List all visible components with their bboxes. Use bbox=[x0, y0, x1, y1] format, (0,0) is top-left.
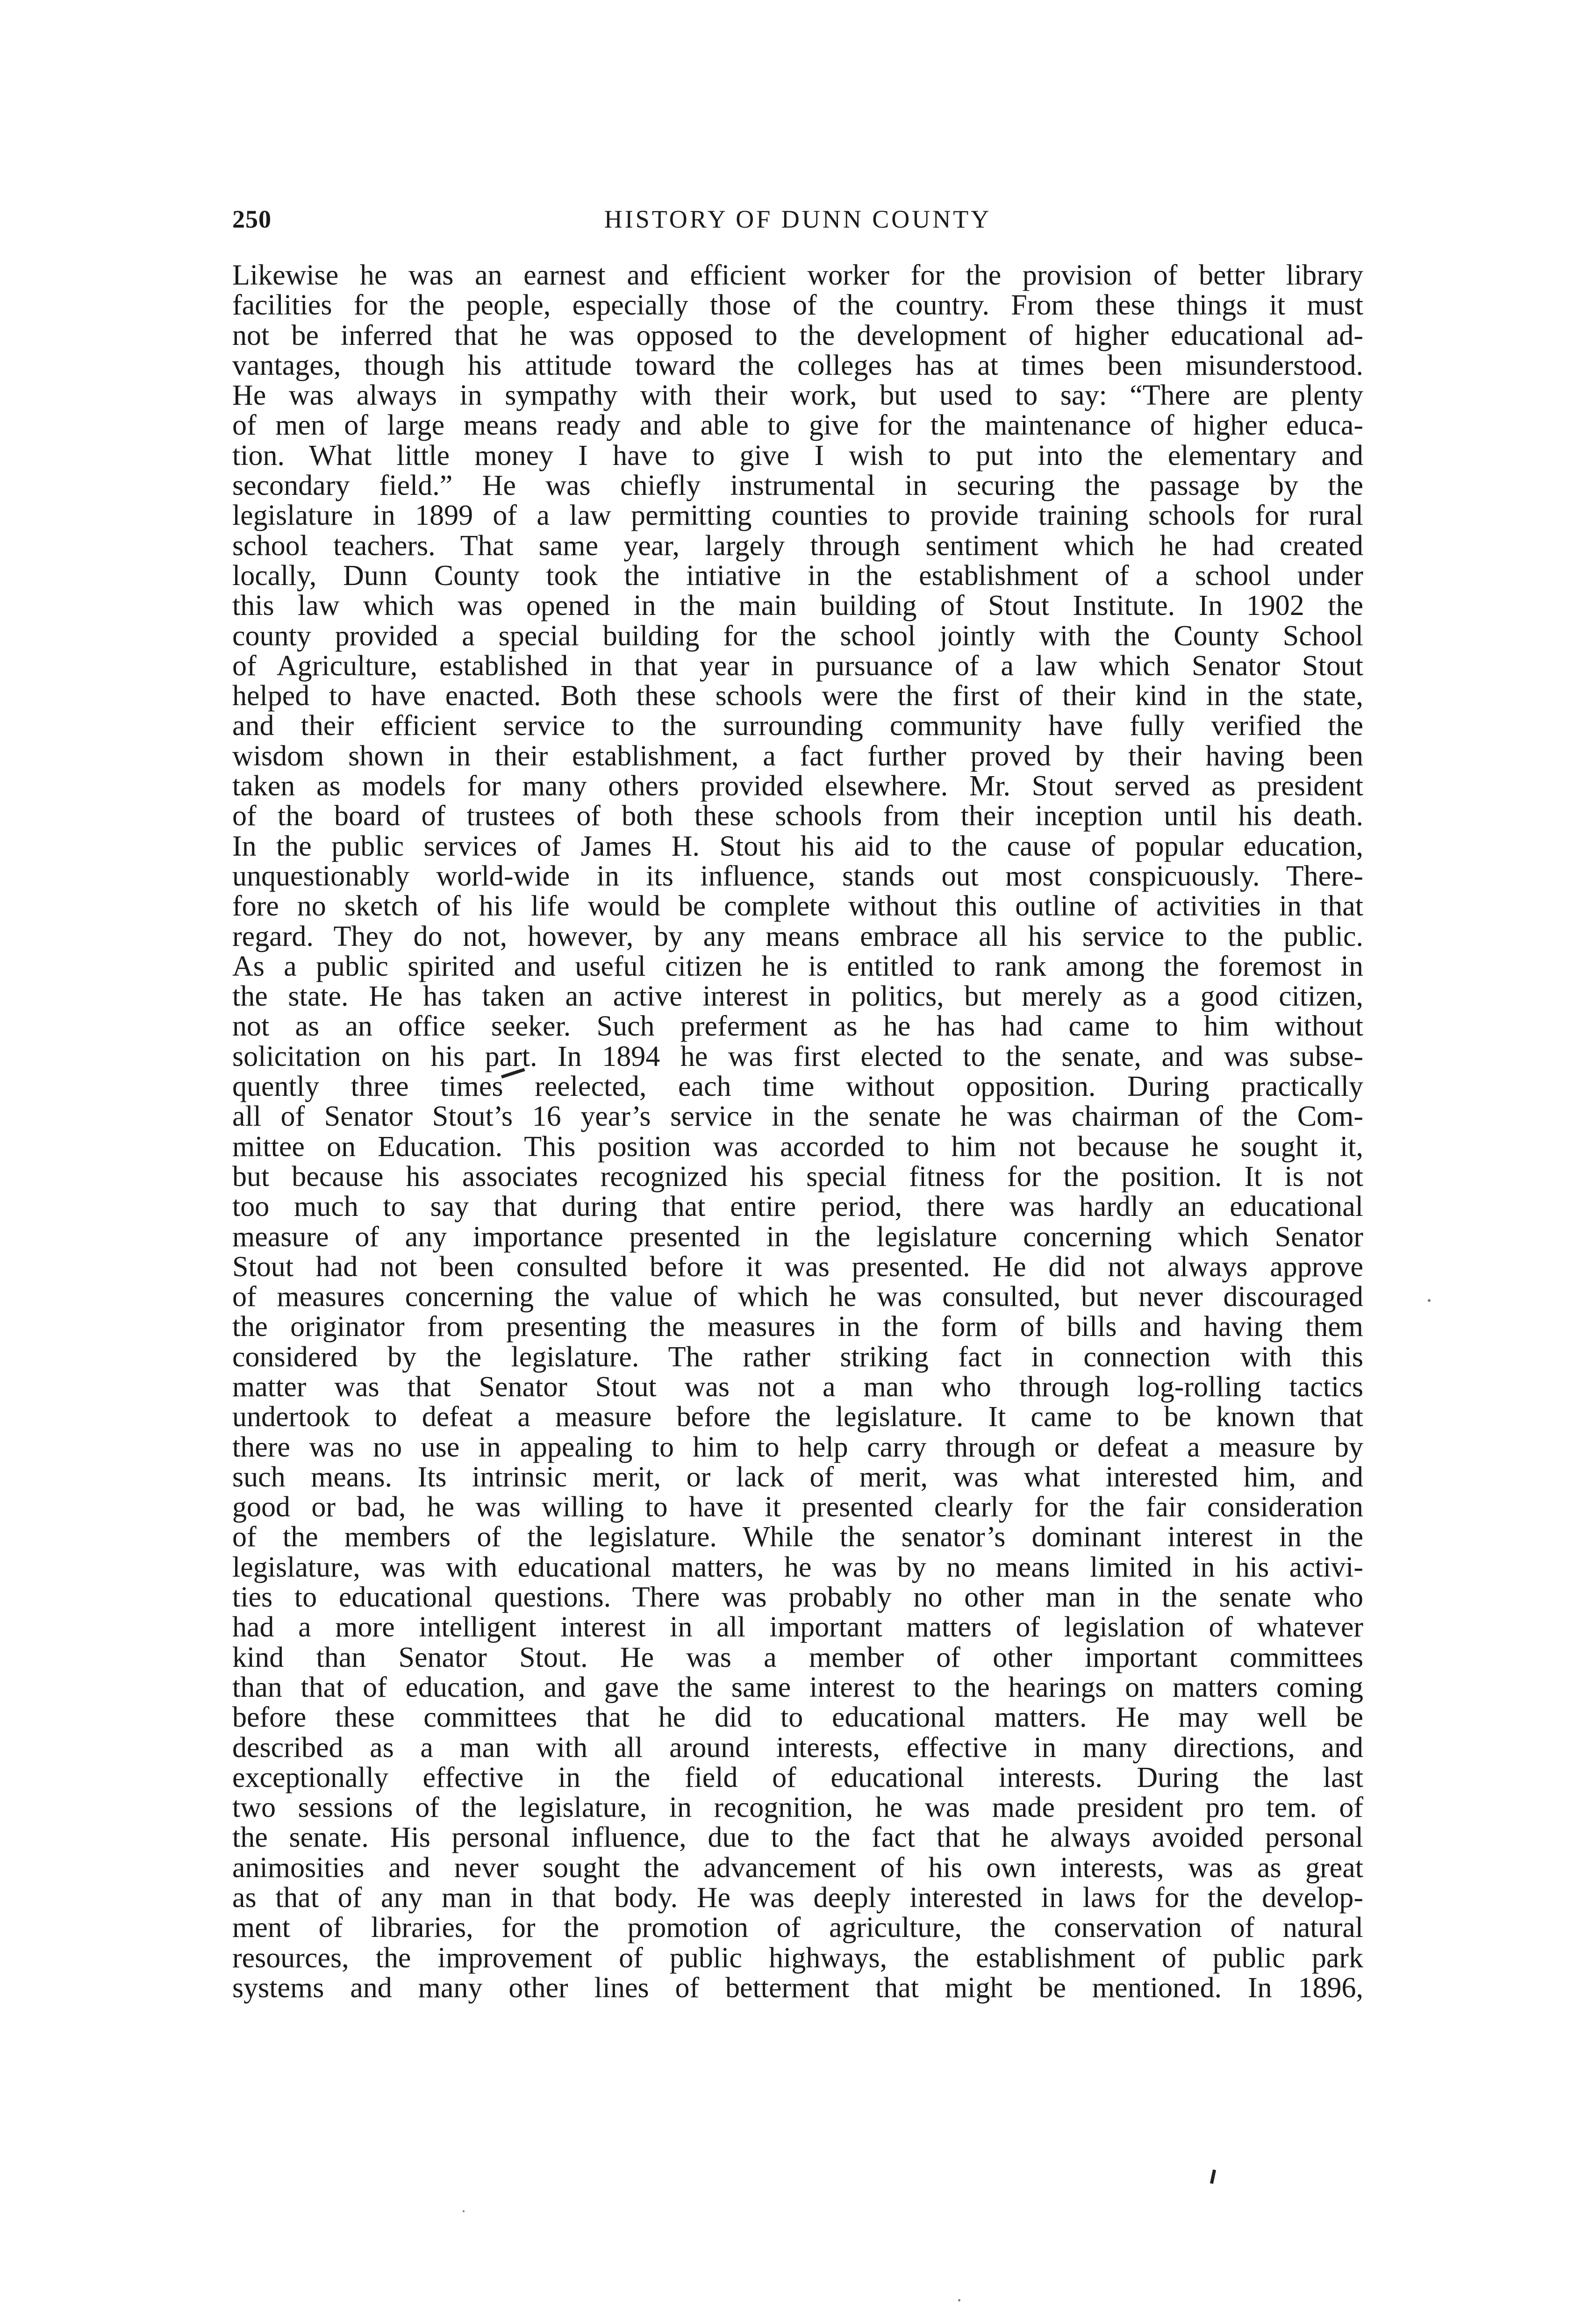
text-line: the originator from presenting the measures in the form of bills and having them bbox=[232, 1311, 1363, 1343]
text-line: animosities and never sought the advancement of his own interests, was as great bbox=[232, 1851, 1363, 1884]
page-number: 250 bbox=[232, 205, 272, 233]
text-line: good or bad, he was willing to have it presented clearly for the fair consideration bbox=[232, 1491, 1363, 1523]
text-line: described as a man with all around interests, effective in many directions, and bbox=[232, 1731, 1363, 1764]
text-line: ties to educational questions. There was probably no other man in the senate who bbox=[232, 1581, 1363, 1614]
text-line: resources, the improvement of public highways, the establishment of public park bbox=[232, 1942, 1363, 1974]
text-line: solicitation on his part. In 1894 he was first elected to the senate, and was subse- bbox=[232, 1040, 1363, 1072]
paper-speck bbox=[958, 2299, 960, 2301]
text-line: legislature in 1899 of a law permitting counties to provide training schools for rural bbox=[232, 500, 1363, 532]
text-line: had a more intelligent interest in all important matters of legislation of whatever bbox=[232, 1611, 1363, 1643]
text-line: unquestionably world-wide in its influence, stands out most conspicuously. There- bbox=[232, 860, 1363, 892]
text-line: matter was that Senator Stout was not a man who through log-rolling tactics bbox=[232, 1371, 1363, 1403]
text-line: helped to have enacted. Both these schools were the first of their kind in the state, bbox=[232, 680, 1363, 712]
text-line: of men of large means ready and able to give for the maintenance of higher educa- bbox=[232, 409, 1363, 442]
text-line: than that of education, and gave the same interest to the hearings on matters coming bbox=[232, 1671, 1363, 1703]
text-line: measure of any importance presented in the legislature concerning which Senator bbox=[232, 1221, 1363, 1253]
text-line: two sessions of the legislature, in recognition, he was made president pro tem. of bbox=[232, 1792, 1363, 1824]
text-line: there was no use in appealing to him to help carry through or defeat a measure by bbox=[232, 1431, 1363, 1463]
text-line: In the public services of James H. Stout his aid to the cause of popular education, bbox=[232, 830, 1363, 862]
text-line: secondary field.” He was chiefly instrumental in securing the passage by the bbox=[232, 470, 1363, 502]
text-line: Stout had not been consulted before it was presented. He did not always approve bbox=[232, 1250, 1363, 1283]
text-line: all of Senator Stout’s 16 year’s service in the senate he was chairman of the Com- bbox=[232, 1100, 1363, 1133]
paper-speck bbox=[463, 2210, 465, 2212]
text-line: of measures concerning the value of which he was consulted, but never discouraged bbox=[232, 1281, 1363, 1313]
text-line: but because his associates recognized his special fitness for the position. It is not bbox=[232, 1160, 1363, 1193]
text-line: wisdom shown in their establishment, a fact further proved by their having been bbox=[232, 740, 1363, 772]
text-line: the senate. His personal influence, due to the fact that he always avoided personal bbox=[232, 1822, 1363, 1854]
text-line: He was always in sympathy with their work, but used to say: “There are plenty bbox=[232, 379, 1363, 412]
text-line: of the board of trustees of both these schools from their inception until his death. bbox=[232, 800, 1363, 832]
text-line: before these committees that he did to educational matters. He may well be bbox=[232, 1701, 1363, 1734]
text-line: and their efficient service to the surrounding community have fully verified the bbox=[232, 710, 1363, 742]
text-line: facilities for the people, especially those of the country. From these things it must bbox=[232, 289, 1363, 322]
text-line: not as an office seeker. Such preferment as he has had came to him without bbox=[232, 1010, 1363, 1043]
text-line: regard. They do not, however, by any means embrace all his service to the public. bbox=[232, 920, 1363, 952]
text-line: vantages, though his attitude toward the colleges has at times been misunderstood. bbox=[232, 349, 1363, 381]
text-line: taken as models for many others provided elsewhere. Mr. Stout served as president bbox=[232, 770, 1363, 802]
text-line: undertook to defeat a measure before the legislature. It came to be known that bbox=[232, 1401, 1363, 1433]
text-line: fore no sketch of his life would be complete without this outline of activities in that bbox=[232, 890, 1363, 922]
text-line: kind than Senator Stout. He was a member of other important committees bbox=[232, 1641, 1363, 1673]
text-line: mittee on Education. This position was accorded to him not because he sought it, bbox=[232, 1130, 1363, 1163]
text-line: of Agriculture, established in that year in pursuance of a law which Senator Stout bbox=[232, 650, 1363, 682]
text-line: quently three times reelected, each time without opposition. During practically bbox=[232, 1071, 1363, 1103]
running-head bbox=[232, 205, 1363, 242]
text-line: too much to say that during that entire period, there was hardly an educational bbox=[232, 1191, 1363, 1223]
text-line: the state. He has taken an active interest in politics, but merely as a good citizen, bbox=[232, 980, 1363, 1013]
text-line: systems and many other lines of betterment that might be mentioned. In 1896, bbox=[232, 1972, 1363, 2004]
text-line: this law which was opened in the main building of Stout Institute. In 1902 the bbox=[232, 590, 1363, 622]
paper-speck bbox=[1428, 1299, 1431, 1302]
text-line: as that of any man in that body. He was deeply interested in laws for the develop- bbox=[232, 1882, 1363, 1914]
text-line: county provided a special building for the school jointly with the County School bbox=[232, 620, 1363, 652]
text-line: locally, Dunn County took the intiative in the establishment of a school under bbox=[232, 559, 1363, 592]
text-line: ment of libraries, for the promotion of agriculture, the conservation of natural bbox=[232, 1912, 1363, 1944]
text-line: not be inferred that he was opposed to the development of higher educational ad- bbox=[232, 319, 1363, 351]
text-line: exceptionally effective in the field of educational interests. During the last bbox=[232, 1761, 1363, 1793]
text-line: legislature, was with educational matters, he was by no means limited in his activi- bbox=[232, 1551, 1363, 1583]
text-line: of the members of the legislature. While the senator’s dominant interest in the bbox=[232, 1521, 1363, 1553]
text-line: school teachers. That same year, largely through sentiment which he had created bbox=[232, 529, 1363, 562]
text-line: considered by the legislature. The rather striking fact in connection with this bbox=[232, 1341, 1363, 1373]
text-line: Likewise he was an earnest and efficient worker for the provision of better library bbox=[232, 259, 1363, 291]
text-line: tion. What little money I have to give I wish to put into the elementary and bbox=[232, 439, 1363, 472]
running-title: HISTORY OF DUNN COUNTY bbox=[604, 205, 992, 233]
body-text bbox=[232, 260, 1363, 2003]
text-line: such means. Its intrinsic merit, or lack of merit, was what interested him, and bbox=[232, 1461, 1363, 1493]
pencil-tick-mark bbox=[1210, 2170, 1216, 2184]
text-line: As a public spirited and useful citizen he is entitled to rank among the foremost in bbox=[232, 950, 1363, 982]
